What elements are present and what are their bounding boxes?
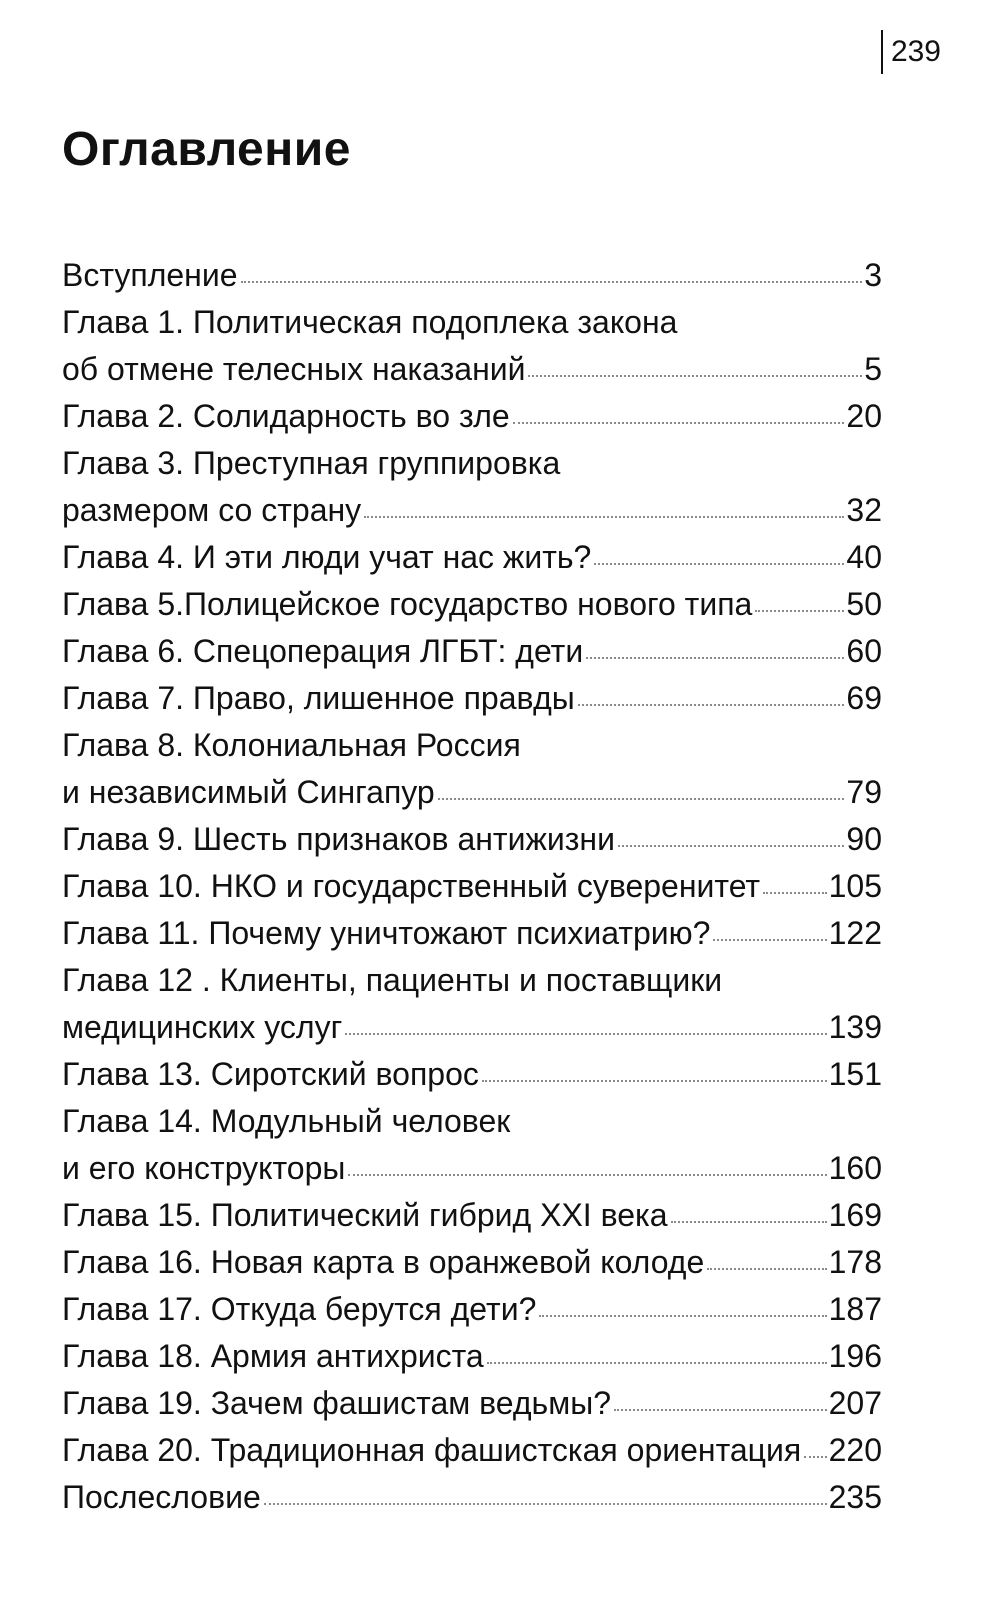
toc-entry-title: Глава 20. Традиционная фашистская ориентация xyxy=(62,1432,802,1468)
toc-line xyxy=(62,487,882,534)
toc-entry-title: Глава 7. Право, лишенное правды xyxy=(62,680,575,716)
toc-entry-title: Вступление xyxy=(62,257,238,293)
toc-page-number: 178 xyxy=(828,1244,882,1280)
toc-line xyxy=(62,1098,882,1145)
toc-line xyxy=(62,1333,882,1380)
toc-entry[interactable] xyxy=(62,1098,882,1192)
toc-page-number: 60 xyxy=(846,633,882,669)
toc-entry-title: Глава 14. Модульный человек xyxy=(62,1103,511,1139)
toc-line xyxy=(62,1380,882,1427)
toc-entry-title: Глава 8. Колониальная Россия xyxy=(62,727,521,763)
toc-line xyxy=(62,1004,882,1051)
toc-line xyxy=(62,534,882,581)
toc-entry-title: Глава 13. Сиротский вопрос xyxy=(62,1056,479,1092)
toc-entry[interactable] xyxy=(62,1380,882,1427)
toc-page-number: 69 xyxy=(846,680,882,716)
toc-entry[interactable] xyxy=(62,816,882,863)
dot-leader xyxy=(707,1268,826,1270)
toc-line xyxy=(62,1239,882,1286)
toc-entry[interactable] xyxy=(62,393,882,440)
dot-leader xyxy=(482,1080,827,1082)
dot-leader xyxy=(713,939,826,941)
page-number: 239 xyxy=(890,35,941,68)
toc-entry-title: Глава 18. Армия антихриста xyxy=(62,1338,484,1374)
dot-leader xyxy=(578,704,845,706)
toc-page-number: 122 xyxy=(828,915,882,951)
toc-entry[interactable] xyxy=(62,581,882,628)
page-title: Оглавление xyxy=(62,123,351,176)
toc-line xyxy=(62,816,882,863)
toc-line xyxy=(62,957,882,1004)
header-divider xyxy=(881,30,883,74)
toc-page-number: 5 xyxy=(864,351,882,387)
page-header xyxy=(881,30,941,74)
toc-entry[interactable] xyxy=(62,1239,882,1286)
toc-entry-title: размером со страну xyxy=(62,492,362,528)
dot-leader xyxy=(528,375,862,377)
toc-entry[interactable] xyxy=(62,534,882,581)
toc-entry-title: Глава 5.Полицейское государство нового типа xyxy=(62,586,753,622)
toc-entry-title: Глава 10. НКО и государственный суверенитет xyxy=(62,868,761,904)
dot-leader xyxy=(804,1456,826,1458)
toc-page-number: 139 xyxy=(828,1009,882,1045)
toc-line xyxy=(62,1474,882,1521)
toc-line xyxy=(62,1145,882,1192)
toc-page-number: 105 xyxy=(828,868,882,904)
toc-entry-title: Глава 16. Новая карта в оранжевой колоде xyxy=(62,1244,705,1280)
toc-entry-title: Глава 3. Преступная группировка xyxy=(62,445,561,481)
toc-entry[interactable] xyxy=(62,910,882,957)
toc-line xyxy=(62,1192,882,1239)
dot-leader xyxy=(755,610,844,612)
table-of-contents xyxy=(62,252,882,1521)
dot-leader xyxy=(614,1409,827,1411)
toc-entry-title: Глава 11. Почему уничтожают психиатрию? xyxy=(62,915,711,951)
toc-page-number: 187 xyxy=(828,1291,882,1327)
dot-leader xyxy=(487,1362,827,1364)
toc-entry[interactable] xyxy=(62,252,882,299)
toc-entry-title: Глава 9. Шесть признаков антижизни xyxy=(62,821,615,857)
toc-entry-title: Послесловие xyxy=(62,1479,261,1515)
dot-leader xyxy=(438,798,845,800)
toc-entry-title: Глава 19. Зачем фашистам ведьмы? xyxy=(62,1385,612,1421)
toc-entry-title: Глава 1. Политическая подоплека закона xyxy=(62,304,678,340)
dot-leader xyxy=(364,516,844,518)
toc-line xyxy=(62,252,882,299)
toc-page-number: 40 xyxy=(846,539,882,575)
toc-entry[interactable] xyxy=(62,1427,882,1474)
toc-page-number: 196 xyxy=(828,1338,882,1374)
dot-leader xyxy=(671,1221,827,1223)
toc-line xyxy=(62,299,882,346)
toc-entry[interactable] xyxy=(62,1286,882,1333)
toc-line xyxy=(62,581,882,628)
toc-entry[interactable] xyxy=(62,957,882,1051)
toc-entry[interactable] xyxy=(62,863,882,910)
toc-page-number: 220 xyxy=(828,1432,882,1468)
toc-entry[interactable] xyxy=(62,1333,882,1380)
toc-entry[interactable] xyxy=(62,675,882,722)
toc-page-number: 32 xyxy=(846,492,882,528)
toc-line xyxy=(62,1427,882,1474)
toc-entry-title: об отмене телесных наказаний xyxy=(62,351,526,387)
toc-line xyxy=(62,910,882,957)
toc-line xyxy=(62,440,882,487)
toc-entry-title: Глава 12 . Клиенты, пациенты и поставщики xyxy=(62,962,723,998)
toc-entry-title: и его конструкторы xyxy=(62,1150,346,1186)
toc-page-number: 235 xyxy=(828,1479,882,1515)
dot-leader xyxy=(345,1033,826,1035)
dot-leader xyxy=(594,563,844,565)
dot-leader xyxy=(513,422,845,424)
toc-line xyxy=(62,863,882,910)
toc-page-number: 20 xyxy=(846,398,882,434)
dot-leader xyxy=(348,1174,826,1176)
dot-leader xyxy=(241,281,863,283)
toc-line xyxy=(62,1286,882,1333)
toc-page-number: 79 xyxy=(846,774,882,810)
toc-line xyxy=(62,1051,882,1098)
toc-entry[interactable] xyxy=(62,1474,882,1521)
toc-entry[interactable] xyxy=(62,628,882,675)
toc-line xyxy=(62,628,882,675)
toc-entry-title: Глава 2. Солидарность во зле xyxy=(62,398,510,434)
toc-entry-title: Глава 4. И эти люди учат нас жить? xyxy=(62,539,592,575)
toc-line xyxy=(62,346,882,393)
toc-entry[interactable] xyxy=(62,1192,882,1239)
toc-entry[interactable] xyxy=(62,722,882,816)
toc-page-number: 3 xyxy=(864,257,882,293)
toc-entry-title: Глава 15. Политический гибрид XXI века xyxy=(62,1197,668,1233)
toc-line xyxy=(62,722,882,769)
dot-leader xyxy=(763,892,827,894)
dot-leader xyxy=(264,1503,827,1505)
toc-line xyxy=(62,675,882,722)
dot-leader xyxy=(586,657,844,659)
toc-page-number: 50 xyxy=(846,586,882,622)
dot-leader xyxy=(618,845,844,847)
toc-entry-title: Глава 17. Откуда берутся дети? xyxy=(62,1291,537,1327)
dot-leader xyxy=(539,1315,826,1317)
toc-page-number: 160 xyxy=(828,1150,882,1186)
toc-line xyxy=(62,769,882,816)
toc-entry-title: и независимый Сингапур xyxy=(62,774,435,810)
toc-page-number: 151 xyxy=(828,1056,882,1092)
toc-entry[interactable] xyxy=(62,299,882,393)
toc-line xyxy=(62,393,882,440)
toc-page-number: 169 xyxy=(828,1197,882,1233)
toc-entry-title: Глава 6. Спецоперация ЛГБТ: дети xyxy=(62,633,584,669)
toc-page-number: 90 xyxy=(846,821,882,857)
toc-entry-title: медицинских услуг xyxy=(62,1009,343,1045)
toc-page-number: 207 xyxy=(828,1385,882,1421)
toc-entry[interactable] xyxy=(62,440,882,534)
toc-entry[interactable] xyxy=(62,1051,882,1098)
